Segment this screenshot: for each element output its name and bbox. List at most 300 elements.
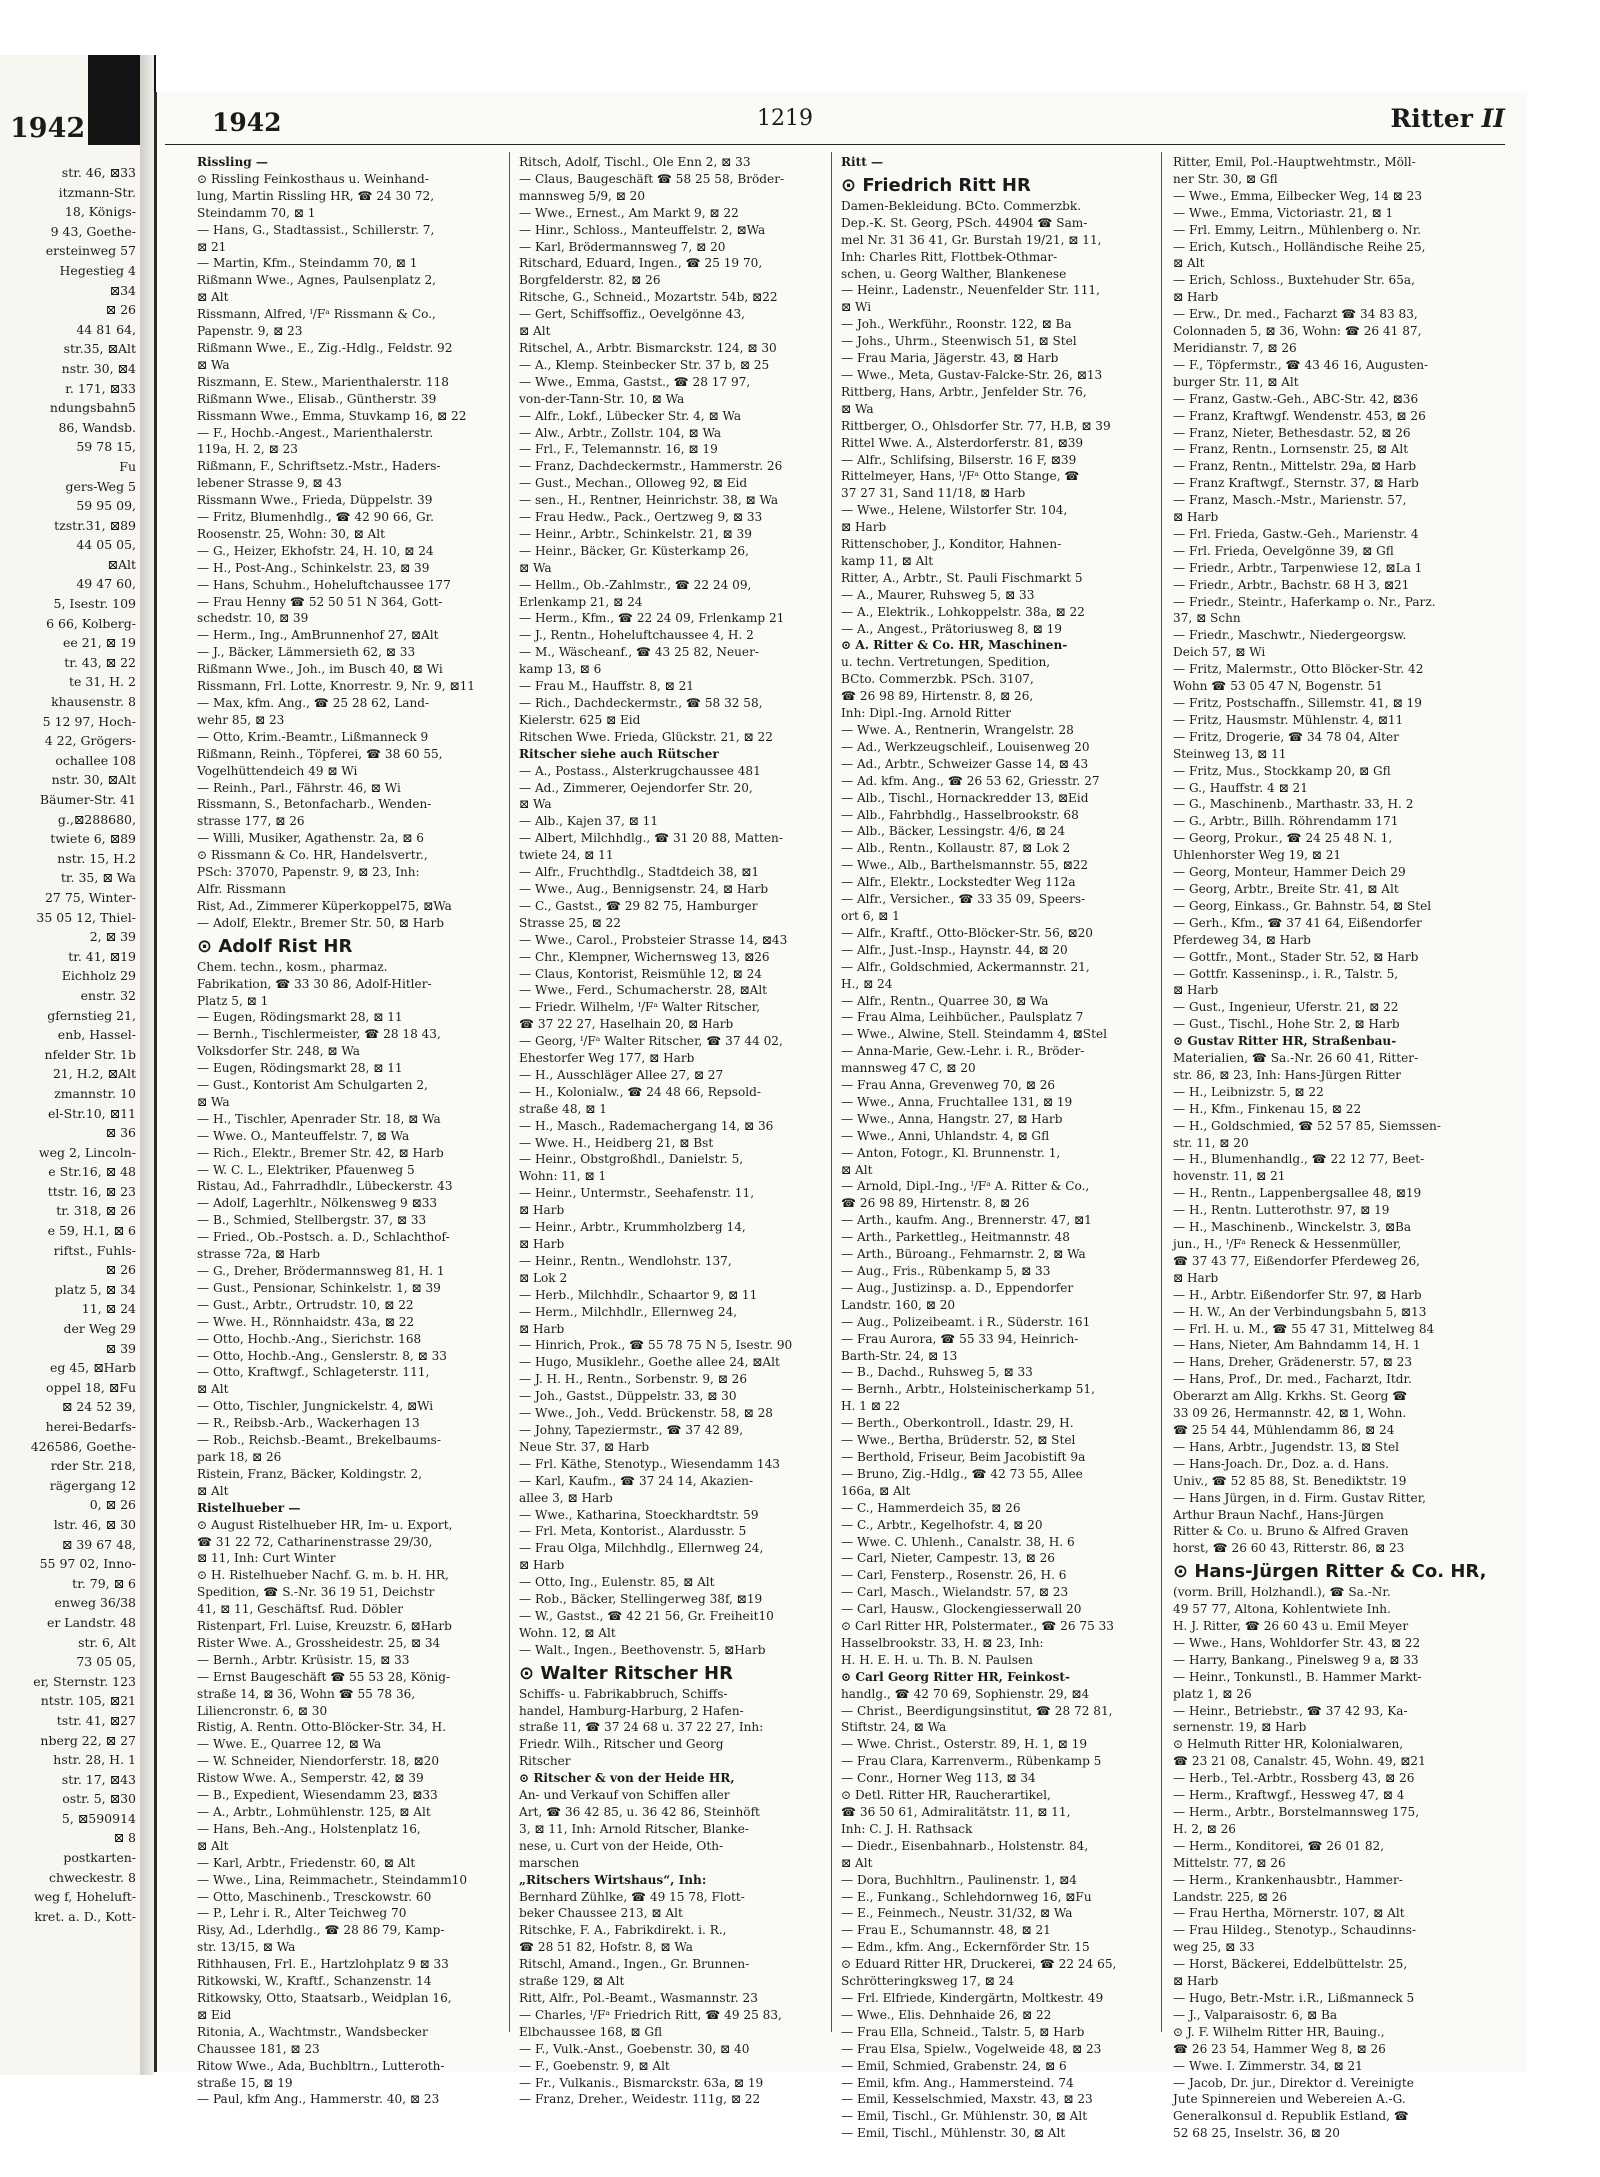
directory-entry: — Ad. kfm. Ang., ☎ 26 53 62, Griesstr. 27: [841, 773, 1100, 788]
directory-entry: — G., Arbtr., Billh. Röhrendamm 171: [1173, 814, 1399, 829]
directory-entry: ⊠ Harb: [1173, 1270, 1219, 1285]
directory-entry: Ehestorfer Weg 177, ⊠ Harb: [519, 1051, 695, 1066]
previous-page-line: nfelder Str. 1b: [44, 1046, 136, 1062]
directory-entry: — Georg, Monteur, Hammer Deich 29: [1173, 865, 1406, 880]
directory-entry: mel Nr. 31 36 41, Gr. Burstah 19/21, ⊠ 11,: [841, 232, 1102, 247]
directory-entry: jun., H., ᴵ/Fᵃ Reneck & Hessenmüller,: [1173, 1237, 1402, 1251]
directory-entry: — Wwe., Emma, Gastst., ☎ 28 17 97,: [519, 374, 751, 389]
directory-entry: — Gust., Tischl., Hohe Str. 2, ⊠ Harb: [1173, 1017, 1400, 1032]
directory-entry: Inh: C. J. H. Rathsack: [841, 1821, 973, 1836]
directory-entry: Volksdorfer Str. 248, ⊠ Wa: [197, 1044, 360, 1059]
firm-display-entry: ⊙ Adolf Rist HR: [197, 935, 353, 957]
directory-entry: — Reinh., Parl., Fährstr. 46, ⊠ Wi: [197, 780, 401, 795]
directory-entry: Damen-Bekleidung. BCto. Commerzbk.: [841, 198, 1082, 213]
previous-page-line: 73 05 05,: [76, 1654, 136, 1670]
directory-entry: — H. W., An der Verbindungsbahn 5, ⊠13: [1173, 1304, 1427, 1319]
directory-entry: Ristelhueber —: [197, 1500, 301, 1515]
directory-entry: — Franz, Rentn., Mittelstr. 29a, ⊠ Harb: [1173, 459, 1417, 474]
directory-entry: Wohn ☎ 53 05 47 N, Bogenstr. 51: [1173, 679, 1383, 694]
directory-entry: ☎ 37 43 77, Eißendorfer Pferdeweg 26,: [1173, 1253, 1421, 1268]
directory-entry: ⊠ Alt: [519, 324, 551, 339]
directory-entry: — H., Arbtr. Eißendorfer Str. 97, ⊠ Harb: [1173, 1287, 1422, 1302]
previous-page-line: ⊠ 39: [105, 1340, 136, 1356]
directory-entry: handel, Hamburg-Harburg, 2 Hafen-: [519, 1703, 744, 1718]
directory-entry: — Joh., Werkführ., Roonstr. 122, ⊠ Ba: [841, 317, 1072, 332]
directory-entry: — Fritz, Blumenhdlg., ☎ 42 90 66, Gr.: [197, 510, 434, 525]
previous-page-line: tr. 43, ⊠ 22: [64, 654, 136, 670]
directory-entry: Barth-Str. 24, ⊠ 13: [841, 1348, 958, 1363]
directory-entry: Oberarzt am Allg. Krkhs. St. Georg ☎: [1173, 1389, 1408, 1404]
directory-entry: — M., Wäscheanf., ☎ 43 25 82, Neuer-: [519, 645, 759, 660]
directory-entry: ⊙ Gustav Ritter HR, Straßenbau-: [1173, 1034, 1397, 1049]
previous-page-line: g.,⊠288680,: [57, 811, 136, 827]
directory-entry: ⊠ Wa: [197, 1094, 230, 1109]
previous-page-line: riftst., Fuhls-: [53, 1242, 136, 1258]
directory-entry: Strasse 25, ⊠ 22: [519, 915, 621, 930]
previous-page-line: gers-Weg 5: [65, 478, 136, 494]
directory-entry: — Harry, Bankang., Pinelsweg 9 a, ⊠ 33: [1173, 1652, 1419, 1667]
previous-page-line: 4 22, Grögers-: [44, 733, 136, 749]
directory-entry: Deich 57, ⊠ Wi: [1173, 645, 1266, 660]
directory-entry: — Franz, Gastw.-Geh., ABC-Str. 42, ⊠36: [1173, 391, 1419, 406]
header-rule: [165, 144, 1505, 145]
directory-entry: — F., Hochb.-Angest., Marienthalerstr.: [197, 425, 434, 440]
directory-entry: — Diedr., Eisenbahnarb., Holstenstr. 84,: [841, 1838, 1089, 1853]
book-gutter: [140, 55, 154, 2075]
previous-page-line: el-Str.10, ⊠11: [47, 1105, 136, 1121]
directory-entry: — Emil, Kesselschmied, Maxstr. 43, ⊠ 23: [841, 2092, 1093, 2107]
previous-page-line: enweg 36/38: [54, 1595, 136, 1611]
directory-entry: H., ⊠ 24: [841, 976, 893, 991]
directory-entry: — Alb., Rentn., Kollaustr. 87, ⊠ Lok 2: [841, 841, 1071, 856]
directory-entry: — Karl, Kaufm., ☎ 37 24 14, Akazien-: [519, 1473, 754, 1488]
directory-entry: ner Str. 30, ⊠ Gfl: [1173, 171, 1278, 186]
directory-entry: Rissmann Wwe., Emma, Stuvkamp 16, ⊠ 22: [197, 408, 467, 423]
directory-entry: Generalkonsul d. Republik Estland, ☎: [1173, 2109, 1409, 2124]
previous-page-line: 59 95 09,: [76, 498, 136, 514]
directory-entry: — Wwe. E., Quarree 12, ⊠ Wa: [197, 1737, 382, 1752]
directory-entry: — Wwe., Alwine, Stell. Steindamm 4, ⊠Stel: [841, 1027, 1107, 1042]
directory-entry: — Alb., Kajen 37, ⊠ 11: [519, 814, 659, 829]
directory-entry: ⊠ Harb: [1173, 983, 1219, 998]
directory-entry: — Wwe., Emma, Victoriastr. 21, ⊠ 1: [1173, 205, 1394, 220]
directory-entry: handlg., ☎ 42 70 69, Sophienstr. 29, ⊠4: [841, 1686, 1090, 1701]
directory-entry: — Dora, Buchhltrn., Paulinenstr. 1, ⊠4: [841, 1872, 1077, 1887]
directory-entry: — Emil, Tischl., Mühlenstr. 30, ⊠ Alt: [841, 2126, 1066, 2141]
directory-entry: — Frau E., Schumannstr. 48, ⊠ 21: [841, 1923, 1051, 1938]
page-number: 1219: [757, 106, 813, 131]
directory-entry: — Erich, Schloss., Buxtehuder Str. 65a,: [1173, 273, 1415, 288]
directory-entry: ⊠ Harb: [519, 1203, 565, 1218]
directory-entry: ⊠ Alt: [1173, 256, 1205, 271]
directory-entry: Ristow Wwe. A., Semperstr. 42, ⊠ 39: [197, 1771, 424, 1786]
directory-entry: straße 48, ⊠ 1: [519, 1101, 607, 1116]
previous-page-line: 59 78 15,: [76, 439, 136, 455]
directory-entry: Ritsch, Adolf, Tischl., Ole Enn 2, ⊠ 33: [519, 155, 751, 169]
previous-page-line: der Weg 29: [63, 1321, 136, 1337]
directory-entry: ⊠ Lok 2: [519, 1270, 568, 1285]
directory-entry: — Franz, Nieter, Bethesdastr. 52, ⊠ 26: [1173, 425, 1411, 440]
directory-entry: — Hans, Nieter, Am Bahndamm 14, H. 1: [1173, 1338, 1421, 1353]
previous-page-line: 9 43, Goethe-: [50, 223, 136, 239]
directory-entry: — Herm., Krankenhausbtr., Hammer-: [1173, 1872, 1403, 1887]
previous-page-line: ntstr. 105, ⊠21: [40, 1693, 136, 1709]
directory-entry: — Franz Kraftwgf., Sternstr. 37, ⊠ Harb: [1173, 476, 1419, 491]
previous-page-line: ⊠ 36: [105, 1125, 136, 1141]
directory-entry: — Wwe., Anni, Uhlandstr. 4, ⊠ Gfl: [841, 1128, 1050, 1143]
directory-entry: — Wwe., Lina, Reimmachetr., Steindamm10: [197, 1872, 468, 1887]
directory-entry: ⊠ Wa: [841, 401, 874, 416]
directory-entry: Uhlenhorster Weg 19, ⊠ 21: [1173, 848, 1342, 863]
directory-entry: — Wwe. O., Manteuffelstr. 7, ⊠ Wa: [197, 1128, 410, 1143]
directory-entry: — Erw., Dr. med., Facharzt ☎ 34 83 83,: [1173, 307, 1418, 322]
directory-entry: — Aug., Polizeibeamt. i R., Süderstr. 161: [841, 1314, 1091, 1329]
directory-entry: — Fried., Ob.-Postsch. a. D., Schlachthof-: [197, 1230, 450, 1245]
directory-entry: — Friedr., Arbtr., Tarpenwiese 12, ⊠La 1: [1173, 560, 1423, 575]
directory-entry: kamp 13, ⊠ 6: [519, 662, 602, 677]
previous-page-line: twiete 6, ⊠89: [50, 831, 136, 847]
directory-entry: Rittel Wwe. A., Alsterdorferstr. 81, ⊠39: [841, 435, 1084, 450]
previous-page-line: 0, ⊠ 26: [89, 1497, 136, 1513]
previous-page-line: tr. 318, ⊠ 26: [56, 1203, 136, 1219]
directory-entry: — Johny, Tapeziermstr., ☎ 37 42 89,: [519, 1422, 744, 1437]
previous-page-line: ⊠ 39 67 48,: [61, 1536, 136, 1552]
previous-page-line: ⊠ 24 52 39,: [61, 1399, 136, 1415]
directory-entry: ⊙ Eduard Ritter HR, Druckerei, ☎ 22 24 65,: [841, 1957, 1117, 1972]
directory-entry: — Frau Hertha, Mörnerstr. 107, ⊠ Alt: [1173, 1906, 1405, 1921]
directory-entry: wehr 85, ⊠ 23: [197, 712, 285, 727]
directory-entry: Materialien, ☎ Sa.-Nr. 26 60 41, Ritter-: [1173, 1051, 1419, 1066]
running-head-numeral: II: [1481, 104, 1505, 133]
directory-entry: 49 57 77, Altona, Kohlentwiete Inh.: [1173, 1602, 1391, 1617]
directory-entry: Univ., ☎ 52 85 88, St. Benediktstr. 19: [1173, 1473, 1407, 1488]
previous-page-line: kret. a. D., Kott-: [34, 1908, 136, 1924]
directory-entry: ⊙ Carl Georg Ritter HR, Feinkost-: [841, 1669, 1070, 1684]
directory-entry: — Albert, Milchhdlg., ☎ 31 20 88, Matten-: [519, 831, 783, 846]
directory-entry: H. 1 ⊠ 22: [841, 1399, 901, 1414]
directory-entry: — Ad., Arbtr., Schweizer Gasse 14, ⊠ 43: [841, 756, 1089, 771]
directory-entry: — Frau Hedw., Pack., Oertzweg 9, ⊠ 33: [519, 510, 763, 525]
column-divider: [831, 152, 832, 2032]
directory-entry: — Wwe., Hans, Wohldorfer Str. 43, ⊠ 22: [1173, 1635, 1421, 1650]
directory-entry: — H., Rentn., Lappenbergsallee 48, ⊠19: [1173, 1186, 1422, 1201]
directory-entry: 3, ⊠ 11, Inh: Arnold Ritscher, Blanke-: [519, 1821, 749, 1836]
directory-entry: — Wwe., Alb., Barthelsmannstr. 55, ⊠22: [841, 858, 1089, 873]
directory-entry: — Max, kfm. Ang., ☎ 25 28 62, Land-: [197, 696, 430, 710]
directory-entry: H. 2, ⊠ 26: [1173, 1821, 1236, 1836]
directory-entry: — Herm., Ing., AmBrunnenhof 27, ⊠Alt: [197, 628, 439, 643]
directory-entry: lung, Martin Rissling HR, ☎ 24 30 72,: [197, 188, 435, 203]
directory-entry: — Herm., Arbtr., Borstelmannsweg 175,: [1173, 1805, 1420, 1819]
directory-entry: — Carl, Fensterp., Rosenstr. 26, H. 6: [841, 1568, 1067, 1583]
directory-entry: ort 6, ⊠ 1: [841, 908, 900, 923]
directory-entry: — Gust., Arbtr., Ortrudstr. 10, ⊠ 22: [197, 1297, 414, 1312]
directory-entry: Rissmann, Frl. Lotte, Knorrestr. 9, Nr. 9, ⊠11: [197, 679, 475, 694]
directory-entry: Rist, Ad., Zimmerer Küperkoppel75, ⊠Wa: [197, 898, 452, 913]
directory-entry: — Ernst Baugeschäft ☎ 55 53 28, König-: [197, 1669, 451, 1684]
directory-entry: — B., Dachd., Ruhsweg 5, ⊠ 33: [841, 1365, 1033, 1380]
directory-entry: straße 15, ⊠ 19: [197, 2075, 293, 2090]
directory-entry: — R., Reibsb.-Arb., Wackerhagen 13: [197, 1416, 420, 1431]
previous-page-line: eg 45, ⊠Harb: [49, 1360, 136, 1376]
directory-entry: — Georg, Prokur., ☎ 24 25 48 N. 1,: [1173, 831, 1393, 846]
directory-entry: — Herm., Kraftwgf., Hessweg 47, ⊠ 4: [1173, 1788, 1405, 1803]
directory-entry: ⊙ Detl. Ritter HR, Raucherartikel,: [841, 1788, 1051, 1803]
directory-entry: Risy, Ad., Lderhdlg., ☎ 28 86 79, Kamp-: [197, 1923, 445, 1938]
directory-entry: Rißmann Wwe., Elisab., Güntherstr. 39: [197, 391, 437, 406]
directory-entry: — Fr., Vulkanis., Bismarckstr. 63a, ⊠ 19: [519, 2075, 764, 2090]
directory-entry: ⊠ Alt: [197, 1483, 229, 1498]
directory-entry: — Otto, Ing., Eulenstr. 85, ⊠ Alt: [519, 1575, 715, 1590]
directory-entry: — Gust., Mechan., Olloweg 92, ⊠ Eid: [519, 476, 748, 491]
previous-page-line: ndungsbahn5: [49, 400, 136, 416]
directory-entry: H. J. Ritter, ☎ 26 60 43 u. Emil Meyer: [1173, 1619, 1409, 1634]
directory-entry: — Franz, Dachdeckermstr., Hammerstr. 26: [519, 459, 783, 474]
directory-entry: weg 25, ⊠ 33: [1173, 1940, 1255, 1955]
directory-entry: — A., Postass., Alsterkrugchaussee 481: [519, 763, 761, 778]
directory-entry: — Frau Maria, Jägerstr. 43, ⊠ Harb: [841, 351, 1059, 366]
directory-entry: — Johs., Uhrm., Steenwisch 51, ⊠ Stel: [841, 334, 1077, 349]
directory-entry: ⊠ Alt: [197, 290, 229, 305]
directory-entry: Landstr. 160, ⊠ 20: [841, 1297, 956, 1312]
directory-entry: Landstr. 225, ⊠ 26: [1173, 1889, 1288, 1904]
previous-page-line: rägergang 12: [49, 1477, 136, 1493]
directory-entry: — Friedr., Arbtr., Bachstr. 68 H 3, ⊠21: [1173, 577, 1410, 592]
previous-page-line: weg f, Hoheluft-: [34, 1889, 136, 1905]
directory-entry: strasse 177, ⊠ 26: [197, 814, 305, 829]
directory-entry: — Wwe., Aug., Bennigsenstr. 24, ⊠ Harb: [519, 881, 769, 896]
directory-entry: — Wwe., Katharina, Stoeckhardtstr. 59: [519, 1507, 759, 1522]
directory-entry: — Alb., Fahrbhdlg., Hasselbrookstr. 68: [841, 807, 1079, 822]
directory-entry: — Alfr., Just.-Insp., Haynstr. 44, ⊠ 20: [841, 942, 1068, 957]
directory-entry: — Carl, Masch., Wielandstr. 57, ⊠ 23: [841, 1585, 1069, 1600]
directory-entry: Steinweg 13, ⊠ 11: [1173, 746, 1287, 761]
directory-entry: — B., Expedient, Wiesendamm 23, ⊠33: [197, 1788, 438, 1803]
directory-entry: marschen: [519, 1855, 580, 1870]
directory-entry: — Anna-Marie, Gew.-Lehr. i. R., Bröder-: [841, 1044, 1085, 1059]
directory-entry: — C., Hammerdeich 35, ⊠ 26: [841, 1500, 1021, 1515]
previous-page-line: Hegestieg 4: [59, 262, 136, 278]
directory-entry: Ritow Wwe., Ada, Buchbltrn., Lutteroth-: [197, 2058, 445, 2073]
directory-entry: ☎ 26 98 89, Hirtenstr. 8, ⊠ 26,: [841, 689, 1034, 704]
directory-entry: Ritt, Alfr., Pol.-Beamt., Wasmannstr. 23: [519, 1990, 758, 2005]
directory-entry: ⊙ August Ristelhueber HR, Im- u. Export,: [197, 1517, 453, 1532]
directory-entry: platz 1, ⊠ 26: [1173, 1686, 1252, 1701]
directory-entry: — Emil, kfm. Ang., Hammersteind. 74: [841, 2075, 1074, 2090]
directory-entry: Kielerstr. 625 ⊠ Eid: [519, 712, 641, 727]
directory-entry: — Adolf, Lagerhltr., Nölkensweg 9 ⊠33: [197, 1196, 438, 1211]
directory-entry: — Franz, Masch.-Mstr., Marienstr. 57,: [1173, 493, 1407, 508]
directory-entry: ⊠ Harb: [841, 520, 887, 535]
previous-page-line: 86, Wandsb.: [58, 419, 136, 435]
directory-entry: — Adolf, Elektr., Bremer Str. 50, ⊠ Harb: [197, 915, 445, 930]
previous-page-line: Bäumer-Str. 41: [39, 792, 136, 807]
directory-entry: — G., Hauffstr. 4 ⊠ 21: [1173, 780, 1308, 795]
previous-page-line: 426586, Goethe-: [30, 1438, 136, 1454]
directory-entry: Rittberg, Hans, Arbtr., Jenfelder Str. 76,: [841, 384, 1087, 399]
directory-entry: — Heinr., Rentn., Wendlohstr. 137,: [519, 1253, 732, 1268]
directory-entry: — Fritz, Hausmstr. Mühlenstr. 4, ⊠11: [1173, 712, 1404, 727]
directory-entry: Papenstr. 9, ⊠ 23: [197, 324, 303, 339]
previous-page-line: itzmann-Str.: [58, 184, 136, 200]
directory-entry: Rißmann, F., Schriftsetz.-Mstr., Haders-: [197, 459, 441, 474]
directory-entry: — W. C. L., Elektriker, Pfauenweg 5: [197, 1162, 415, 1177]
directory-entry: park 18, ⊠ 26: [197, 1449, 282, 1464]
directory-entry: — Rich., Dachdeckermstr., ☎ 58 32 58,: [519, 696, 763, 710]
previous-page-line: ⊠ 26: [105, 302, 136, 318]
firm-display-entry: ⊙ Hans-Jürgen Ritter & Co. HR,: [1173, 1561, 1487, 1583]
directory-entry: — Wwe. A., Rentnerin, Wrangelstr. 28: [841, 723, 1074, 737]
directory-entry: — A., Maurer, Ruhsweg 5, ⊠ 33: [841, 587, 1035, 602]
directory-entry: An- und Verkauf von Schiffen aller: [519, 1788, 730, 1803]
previous-page-line: e 59, H.1, ⊠ 6: [47, 1223, 136, 1239]
directory-entry: — Gottfr., Mont., Stader Str. 52, ⊠ Harb: [1173, 949, 1419, 964]
directory-entry: ⊠ Harb: [1173, 1974, 1219, 1989]
directory-entry: ⊠ Alt: [197, 1838, 229, 1853]
directory-entry: Schrötteringksweg 17, ⊠ 24: [841, 1974, 1015, 1989]
directory-entry: hovenstr. 11, ⊠ 21: [1173, 1169, 1286, 1184]
directory-entry: — Georg, Einkass., Gr. Bahnstr. 54, ⊠ Stel: [1173, 898, 1432, 913]
previous-page-line: 2, ⊠ 39: [89, 929, 136, 945]
directory-entry: Ritter & Co. u. Bruno & Alfred Graven: [1173, 1524, 1409, 1539]
previous-page-line: 18, Königs-: [64, 204, 136, 220]
directory-entry: 41, ⊠ 11, Geschäftsf. Rud. Döbler: [197, 1602, 404, 1617]
previous-page-line: oppel 18, ⊠Fu: [46, 1379, 136, 1395]
directory-entry: ☎ 37 22 27, Haselhain 20, ⊠ Harb: [519, 1017, 734, 1032]
previous-page-line: str.35, ⊠Alt: [63, 341, 136, 357]
directory-entry: — G., Dreher, Brödermannsweg 81, H. 1: [197, 1264, 445, 1278]
directory-entry: — F., Vulk.-Anst., Goebenstr. 30, ⊠ 40: [519, 2041, 750, 2056]
directory-entry: — Wwe., Carol., Probsteier Strasse 14, ⊠43: [519, 932, 788, 947]
directory-entry: — Hinr., Schloss., Manteuffelstr. 2, ⊠Wa: [519, 222, 766, 237]
directory-entry: — Alfr., Rentn., Quarree 30, ⊠ Wa: [841, 993, 1049, 1008]
directory-entry: — Hans, G., Stadtassist., Schillerstr. 7,: [197, 222, 435, 237]
directory-entry: — Wwe., Ernest., Am Markt 9, ⊠ 22: [519, 205, 739, 220]
running-head: [1390, 104, 1505, 133]
previous-page-line: tstr. 41, ⊠27: [56, 1712, 136, 1728]
directory-entry: Erlenkamp 21, ⊠ 24: [519, 594, 643, 609]
previous-page-line: 21, H.2, ⊠Alt: [52, 1066, 136, 1082]
directory-entry: Alfr. Rissmann: [197, 881, 286, 896]
directory-entry: Ritscher: [519, 1754, 571, 1769]
previous-page-line: ersteinweg 57: [45, 243, 136, 259]
directory-entry: — F., Goebenstr. 9, ⊠ Alt: [519, 2058, 670, 2073]
directory-entry: Ritonia, A., Wachtmstr., Wandsbecker: [197, 2024, 428, 2039]
directory-entry: Rißmann Wwe., Joh., im Busch 40, ⊠ Wi: [197, 662, 443, 677]
directory-entry: schedstr. 10, ⊠ 39: [197, 611, 309, 626]
directory-entry: — Otto, Kraftwgf., Schlageterstr. 111,: [197, 1365, 430, 1380]
directory-entry: — Bruno, Zig.-Hdlg., ☎ 42 73 55, Allee: [841, 1466, 1083, 1481]
previous-page-line: tr. 35, ⊠ Wa: [60, 870, 136, 886]
directory-entry: — Frau Olga, Milchhdlg., Ellernweg 24,: [519, 1541, 764, 1556]
directory-entry: sernenstr. 19, ⊠ Harb: [1173, 1720, 1307, 1735]
directory-entry: — Georg, ᴵ/Fᵃ Walter Ritscher, ☎ 37 44 02,: [519, 1034, 783, 1049]
directory-entry: horst, ☎ 26 60 43, Ritterstr. 86, ⊠ 23: [1173, 1541, 1405, 1556]
directory-entry: Chaussee 181, ⊠ 23: [197, 2041, 320, 2056]
directory-entry: — Arth., Büroang., Fehmarnstr. 2, ⊠ Wa: [841, 1247, 1086, 1262]
directory-entry: — J. H. H., Rentn., Sorbenstr. 9, ⊠ 26: [519, 1372, 748, 1387]
directory-entry: — Frau Ella, Schneid., Talstr. 5, ⊠ Harb: [841, 2024, 1085, 2039]
previous-page-line: 35 05 12, Thiel-: [36, 909, 136, 925]
directory-entry: straße 14, ⊠ 36, Wohn ☎ 55 78 36,: [197, 1686, 416, 1701]
directory-entry: — Charles, ᴵ/Fᵃ Friedrich Ritt, ☎ 49 25 83,: [519, 2007, 782, 2022]
directory-entry: — Otto, Hochb.-Ang., Genslerstr. 8, ⊠ 33: [197, 1348, 447, 1363]
previous-page-line: 5, ⊠590914: [61, 1810, 136, 1826]
directory-entry: ⊠ Harb: [519, 1321, 565, 1336]
directory-entry: Schiffs- u. Fabrikabbruch, Schiffs-: [519, 1686, 728, 1701]
directory-entry: — Claus, Baugeschäft ☎ 58 25 58, Bröder-: [519, 171, 785, 186]
directory-entry: — Berthold, Friseur, Beim Jacobistift 9a: [841, 1449, 1086, 1464]
directory-entry: — Hans, Dreher, Grädenerstr. 57, ⊠ 23: [1173, 1355, 1413, 1370]
directory-entry: — Heinr., Obstgroßhdl., Danielstr. 5,: [519, 1152, 744, 1167]
directory-entry: ⊠ 21: [197, 239, 227, 254]
previous-page-line: er Landstr. 48: [46, 1614, 136, 1630]
directory-entry: — Horst, Bäckerei, Eddelbüttelstr. 25,: [1173, 1957, 1408, 1972]
previous-page-line: enb, Hassel-: [57, 1027, 136, 1043]
directory-entry: — Frau Clara, Karrenverm., Rübenkamp 5: [841, 1754, 1102, 1769]
directory-entry: — B., Schmied, Stellbergstr. 37, ⊠ 33: [197, 1213, 427, 1228]
directory-entry: — Bernh., Arbtr., Holsteinischerkamp 51,: [841, 1382, 1095, 1397]
directory-entry: — Frl., F., Telemannstr. 16, ⊠ 19: [519, 442, 718, 457]
directory-entry: Ritschl, Amand., Ingen., Gr. Brunnen-: [519, 1957, 750, 1972]
directory-entry: Ritschke, F. A., Fabrikdirekt. i. R.,: [519, 1923, 727, 1938]
directory-entry: (vorm. Brill, Holzhandl.), ☎ Sa.-Nr.: [1173, 1585, 1391, 1600]
previous-page-line: 5, Isestr. 109: [53, 596, 136, 612]
directory-entry: — Arth., Parkettleg., Heitmannstr. 48: [841, 1230, 1071, 1245]
directory-entry: ⊙ A. Ritter & Co. HR, Maschinen-: [841, 638, 1068, 653]
directory-entry: — Conr., Horner Weg 113, ⊠ 34: [841, 1771, 1036, 1786]
directory-entry: — Frau Hildeg., Stenotyp., Schaudinns-: [1173, 1923, 1417, 1938]
directory-entry: Rissling —: [197, 155, 269, 169]
directory-entry: — Heinr., Arbtr., Schinkelstr. 21, ⊠ 39: [519, 526, 752, 541]
directory-entry: Rißmann, Reinh., Töpferei, ☎ 38 60 55,: [197, 746, 443, 761]
directory-entry: Inh: Dipl.-Ing. Arnold Ritter: [841, 706, 1012, 721]
directory-entry: — Hans, Prof., Dr. med., Facharzt, Itdr.: [1173, 1372, 1412, 1387]
previous-page-line: postkarten-: [63, 1850, 136, 1866]
directory-entry: Friedr. Wilh., Ritscher und Georg: [519, 1737, 724, 1752]
directory-entry: Bernhard Zühlke, ☎ 49 15 78, Flott-: [519, 1889, 745, 1904]
previous-page-edge: [0, 55, 141, 2075]
directory-entry: Ritkowski, W., Kraftf., Schanzenstr. 14: [197, 1974, 432, 1989]
directory-entry: — Anton, Fotogr., Kl. Brunnenstr. 1,: [841, 1145, 1061, 1160]
directory-entry: Chem. techn., kosm., pharmaz.: [197, 959, 388, 974]
directory-entry: — Frl. H. u. M., ☎ 55 47 31, Mittelweg 84: [1173, 1321, 1435, 1336]
directory-entry: Ritschel, A., Arbtr. Bismarckstr. 124, ⊠ 30: [519, 340, 777, 355]
directory-entry: 166a, ⊠ Alt: [841, 1483, 911, 1498]
directory-entry: — Heinr., Tonkunstl., B. Hammer Markt-: [1173, 1669, 1422, 1684]
directory-entry: Rittberger, O., Ohlsdorfer Str. 77, H.B, ⊠ 39: [841, 418, 1111, 433]
directory-entry: — Fritz, Mus., Stockkamp 20, ⊠ Gfl: [1173, 763, 1391, 778]
previous-page-line: 49 47 60,: [76, 576, 136, 592]
running-head-name: Ritter: [1390, 104, 1473, 133]
previous-page-line: tr. 79, ⊠ 6: [72, 1575, 136, 1591]
directory-column-4: [1173, 154, 1487, 2142]
directory-entry: — Rob., Reichsb.-Beamt., Brekelbaums-: [197, 1433, 441, 1448]
directory-entry: — Gert, Schiffsoffiz., Oevelgönne 43,: [519, 307, 746, 322]
directory-entry: — Ad., Zimmerer, Oejendorfer Str. 20,: [519, 780, 753, 795]
directory-entry: — Willi, Musiker, Agathenstr. 2a, ⊠ 6: [197, 831, 424, 846]
directory-entry: mannsweg 47 C, ⊠ 20: [841, 1061, 976, 1076]
firm-display-entry: ⊙ Friedrich Ritt HR: [841, 174, 1031, 196]
directory-entry: — Karl, Arbtr., Friedenstr. 60, ⊠ Alt: [197, 1855, 416, 1870]
directory-entry: — Franz, Dreher., Weidestr. 111g, ⊠ 22: [519, 2092, 761, 2107]
directory-entry: 37, ⊠ Schn: [1173, 611, 1241, 626]
directory-entry: — Georg, Arbtr., Breite Str. 41, ⊠ Alt: [1173, 881, 1399, 896]
directory-entry: kamp 11, ⊠ Alt: [841, 553, 934, 568]
directory-entry: Ristau, Ad., Fahrradhdlr., Lübeckerstr. 43: [197, 1179, 453, 1194]
directory-entry: 119a, H. 2, ⊠ 23: [197, 442, 298, 457]
directory-entry: — Jacob, Dr. jur., Direktor d. Vereinigte: [1173, 2075, 1414, 2090]
